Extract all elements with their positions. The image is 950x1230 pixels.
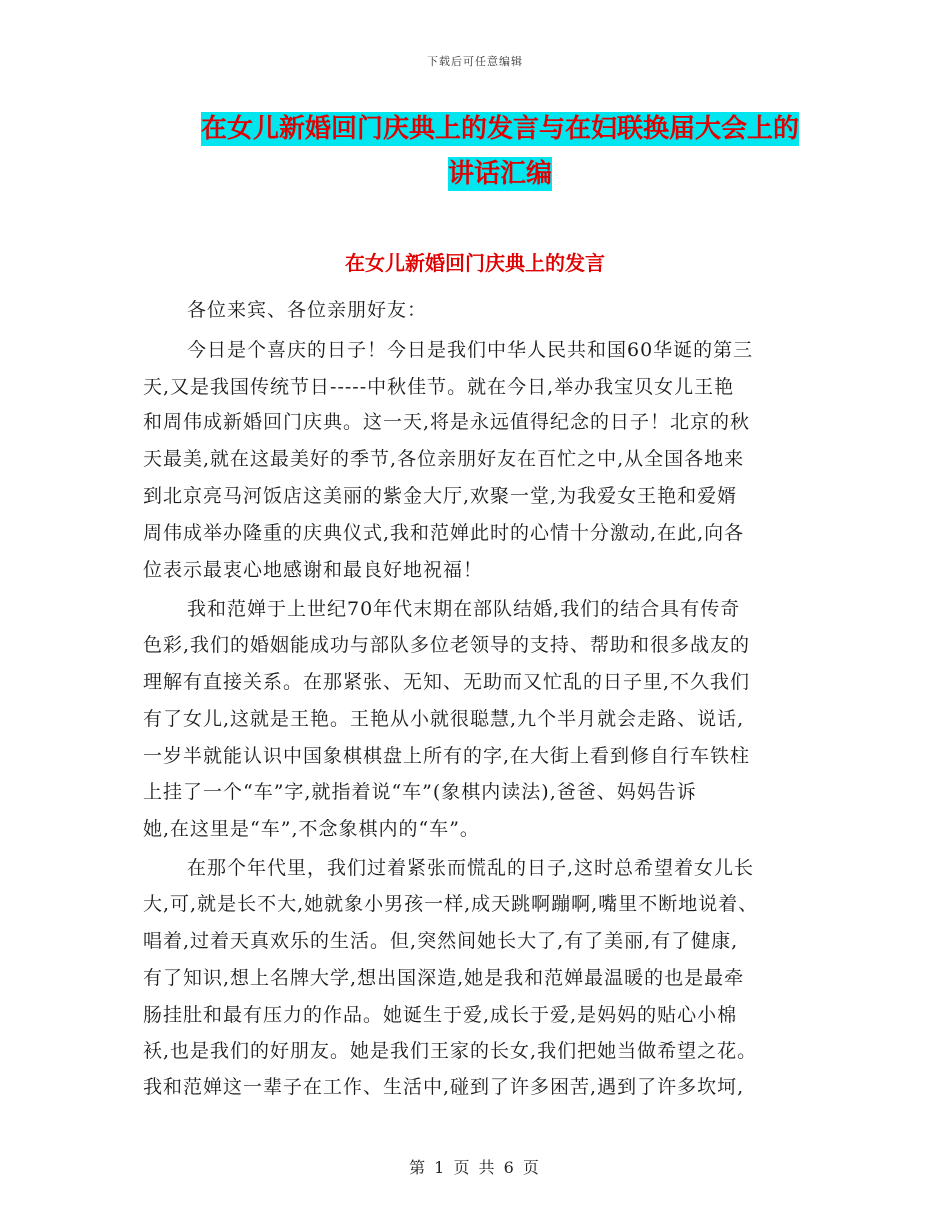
body-line: 我和范婵这一辈子在工作、生活中,碰到了许多困苦,遇到了许多坎坷,	[143, 1076, 745, 1098]
document-title-line-1	[190, 106, 810, 152]
body-line: 色彩,我们的婚姻能成功与部队多位老领导的支持、帮助和很多战友的	[143, 634, 751, 656]
body-line: 天,又是我国传统节日-----中秋佳节。就在今日,举办我宝贝女儿王艳	[143, 376, 735, 398]
body-line: 各位来宾、各位亲朋好友：	[187, 299, 428, 321]
body-line: 今日是个喜庆的日子！今日是我们中华人民共和国60华诞的第三	[187, 339, 754, 361]
body-line: 有了女儿,这就是王艳。王艳从小就很聪慧,九个半月就会走路、说话,	[143, 708, 745, 730]
body-line: 位表示最衷心地感谢和最良好地祝福！	[143, 559, 484, 581]
body-line: 上挂了一个“车”字,就指着说“车”(象棋内读法),爸爸、妈妈告诉	[143, 781, 697, 803]
body-line: 一岁半就能认识中国象棋棋盘上所有的字,在大街上看到修自行车铁柱	[143, 745, 751, 767]
body-line: 袄,也是我们的好朋友。她是我们王家的长女,我们把她当做希望之花。	[143, 1040, 758, 1062]
body-line: 她,在这里是“车”,不念象棋内的“车”。	[143, 818, 480, 840]
body-line: 唱着,过着天真欢乐的生活。但,突然间她长大了,有了美丽,有了健康,	[143, 930, 739, 952]
document-title-line-2	[190, 151, 810, 197]
body-line: 理解有直接关系。在那紧张、无知、无助而又忙乱的日子里,不久我们	[143, 671, 751, 693]
body-line: 有了知识,想上名牌大学,想出国深造,她是我和范婵最温暖的也是最牵	[143, 967, 745, 989]
section-title: 在女儿新婚回门庆典上的发言	[345, 251, 605, 275]
header-note: 下载后可任意编辑	[427, 55, 523, 68]
body-line: 肠挂肚和最有压力的作品。她诞生于爱,成长于爱,是妈妈的贴心小棉	[143, 1004, 738, 1026]
body-line: 在那个年代里，我们过着紧张而慌乱的日子,这时总希望着女儿长	[187, 857, 755, 879]
body-line: 周伟成举办隆重的庆典仪式,我和范婵此时的心情十分激动,在此,向各	[143, 522, 745, 544]
body-line: 我和范婵于上世纪70年代末期在部队结婚,我们的结合具有传奇	[187, 598, 741, 620]
page-footer: 第 1 页 共 6 页	[409, 1158, 541, 1177]
body-line: 和周伟成新婚回门庆典。这一天,将是永远值得纪念的日子！北京的秋	[143, 411, 751, 433]
title-highlight-1: 在女儿新婚回门庆典上的发言与在妇联换届大会上的	[200, 114, 799, 144]
title-highlight-2: 讲话汇编	[447, 159, 552, 189]
body-line: 天最美,就在这最美好的季节,各位亲朋好友在百忙之中,从全国各地来	[143, 448, 745, 470]
body-line: 到北京亮马河饭店这美丽的紫金大厅,欢聚一堂,为我爱女王艳和爱婿	[143, 485, 738, 507]
body-line: 大,可,就是长不大,她就象小男孩一样,成天跳啊蹦啊,嘴里不断地说着、	[143, 893, 759, 915]
